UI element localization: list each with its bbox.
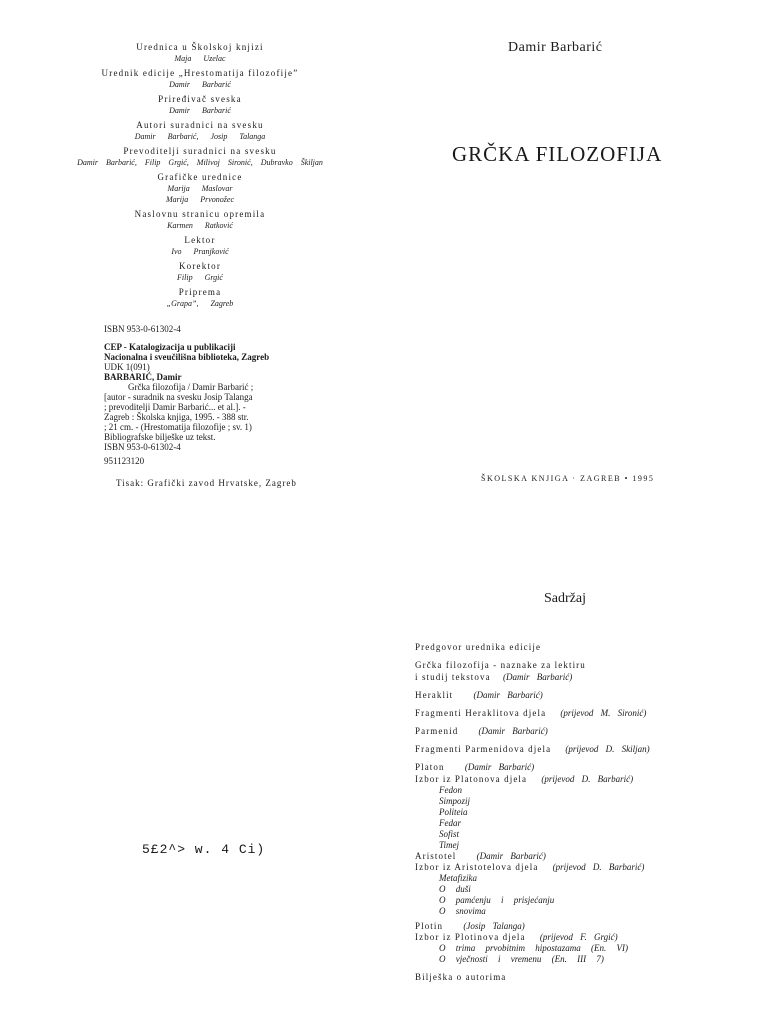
toc-entry-author: (Damir Barbarić) [473,690,543,700]
credit-proofreader [50,261,350,283]
toc-entry-title: i studij tekstova [415,672,491,682]
toc-subentry: O snovima [439,906,486,916]
book-title: GRČKA FILOZOFIJA [452,142,663,166]
cip-udk: UDK 1(091) [104,362,150,372]
toc-subentry: O trima prvobitnim hipostazama (En. VI) [439,943,628,953]
toc-subentry: Timej [439,840,460,850]
cip-library: Nacionalna i sveučilišna biblioteka, Zagreb [104,352,270,362]
cip-notes: Bibliografske bilješke uz tekst. [104,432,216,442]
toc-entry-title: Fragmenti Parmenidova djela [415,744,552,754]
toc-entry [415,689,755,701]
toc-subentry: Fedon [439,785,462,795]
toc-entry: Bilješka o autorima [415,972,507,982]
credit-translators [50,146,350,168]
credit-names: Damir Barbarić [169,106,231,115]
contents-heading: Sadržaj [544,591,586,606]
toc-entry-title: Heraklit [415,690,454,700]
credit-role: Prevoditelji suradnici na svesku [123,146,277,156]
publisher-line: ŠKOLSKA KNJIGA · ZAGREB • 1995 [481,474,655,483]
credit-lector [50,235,350,257]
credit-names: Marija Maslovar [167,184,233,193]
table-of-contents [415,641,755,983]
toc-entry-title: Fragmenti Heraklitova djela [415,708,547,718]
credit-authors [50,120,350,142]
toc-entry-title: Izbor iz Platonova djela [415,774,528,784]
credit-names: „Grapa”, Zagreb [166,299,234,308]
credit-editor [50,42,350,64]
credit-names: Maja Uzelac [174,54,226,63]
cip-heading: CEP - Katalogizacija u publikaciji [104,342,236,352]
credit-role: Autori suradnici na svesku [136,120,264,130]
toc-entry [415,921,755,932]
toc-entry-title: Aristotel [415,851,457,861]
toc-entry [415,725,755,737]
toc-entry [415,932,755,943]
toc-entry-title: Izbor iz Aristotelova djela [415,862,539,872]
toc-subentry: O vječnosti i vremenu (En. III 7) [439,954,604,964]
cip-desc: Zagreb : Školska knjiga, 1995. - 388 str. [104,412,249,422]
credit-role: Lektor [184,235,216,245]
cip-record [104,342,334,466]
credits-block [50,42,350,313]
cip-desc: ; 21 cm. - (Hrestomatija filozofije ; sv. 1) [104,422,252,432]
toc-entry-author: (Josip Talanga) [463,921,525,931]
toc-entry-translator: (prijevod D. Barbarić) [541,774,634,784]
toc-entry-translator: (prijevod F. Grgić) [539,932,618,942]
cip-isbn: ISBN 953-0-61302-4 [104,442,181,452]
credit-graphic-editors [50,172,350,205]
toc-subentry: Simpozij [439,796,471,806]
toc-entry-author: (Damir Barbarić) [478,726,548,736]
credit-prepress [50,287,350,309]
toc-subentry: O pamćenju i prisjećanju [439,895,555,905]
credit-cover [50,209,350,231]
toc-entry-translator: (prijevod D. Skiljan) [565,744,650,754]
toc-entry [415,707,755,719]
cip-desc: ; prevoditelji Damir Barbarić... et al.]. - [104,402,246,412]
cip-desc: Grčka filozofija / Damir Barbarić ; [128,382,254,392]
toc-entry-title: Izbor iz Plotinova djela [415,932,526,942]
toc-entry-title: Platon [415,762,445,772]
credit-role: Grafičke urednice [157,172,243,182]
isbn-line: ISBN 953-0-61302-4 [104,324,181,334]
toc-entry-author: (Damir Barbarić) [502,672,573,682]
credit-names: Damir Barbarić [169,80,231,89]
credit-names: Damir Barbarić, Josip Talanga [134,132,266,141]
cip-author: BARBARIĆ, Damir [104,372,182,382]
credit-names: Ivo Pranjković [171,247,229,256]
stray-text: 5£2^> w. 4 Ci) [142,842,266,857]
credit-names: Karmen Ratković [167,221,233,230]
toc-entry [415,743,755,755]
credit-role: Naslovnu stranicu opremila [134,209,266,219]
credit-compiler [50,94,350,116]
credit-names: Damir Barbarić, Filip Grgić, Milivoj Sironić, Dubravko Škiljan [77,158,323,167]
toc-entry [415,761,755,773]
toc-entry-author: (Damir Barbarić) [464,762,535,772]
book-author: Damir Barbarić [508,40,603,55]
cip-number: 951123120 [104,456,145,466]
credit-role: Priređivač sveska [158,94,242,104]
toc-entry: Predgovor urednika edicije [415,642,542,652]
credit-names: Filip Grgić [177,273,223,282]
credit-role: Urednik edicije „Hrestomatija filozofije” [101,68,299,78]
toc-entry-translator: (prijevod D. Barbarić) [552,862,645,872]
credit-role: Korektor [178,261,222,271]
cip-desc: [autor - suradnik na svesku Josip Talanga [104,392,253,402]
toc-entry [415,851,755,861]
credit-names: Marija Prvonožec [166,195,234,204]
toc-entry [415,773,755,785]
toc-entry-title: Parmenid [415,726,459,736]
credit-role: Priprema [178,287,222,297]
toc-subentry: O duši [439,884,471,894]
toc-entry-author: (Damir Barbarić) [476,851,546,861]
toc-subentry: Metafizika [439,873,477,883]
toc-subentry: Sofist [439,829,460,839]
toc-entry [415,861,755,873]
toc-entry [415,671,755,683]
toc-entry: Grčka filozofija - naznake za lektiru [415,660,586,670]
toc-entry-translator: (prijevod M. Sironić) [560,708,647,718]
credit-series-editor [50,68,350,90]
credit-role: Urednica u Školskoj knjizi [136,42,264,52]
toc-entry-title: Plotin [415,921,444,931]
printer-line: Tisak: Grafički zavod Hrvatske, Zagreb [116,478,297,488]
toc-subentry: Politeia [439,807,468,817]
toc-subentry: Fedar [439,818,461,828]
